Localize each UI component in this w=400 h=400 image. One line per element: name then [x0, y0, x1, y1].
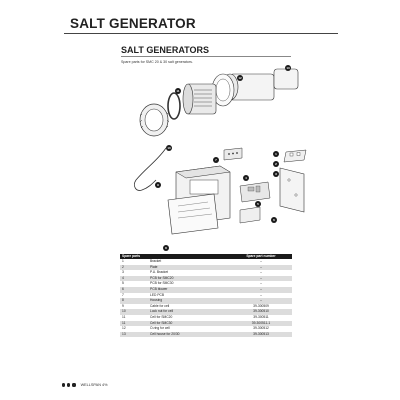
- page-title: SALT GENERATOR: [70, 16, 196, 31]
- callout-7: [213, 157, 219, 163]
- callout-11: [175, 88, 181, 94]
- part-number: –: [230, 287, 292, 293]
- callout-12: [237, 75, 243, 81]
- svg-text:5: 5: [257, 202, 259, 207]
- svg-text:12: 12: [238, 76, 242, 81]
- part-number: –: [230, 276, 292, 282]
- table-row: [120, 332, 292, 338]
- spare-parts-table: [120, 254, 292, 337]
- part-name: Cell for SMC20: [150, 314, 173, 319]
- part-number: –: [260, 270, 262, 275]
- pcb-assembly-illustration: [240, 182, 270, 223]
- part-number: 39-300509: [253, 303, 269, 308]
- page-footer: [62, 383, 108, 387]
- svg-text:7: 7: [215, 158, 217, 163]
- part-name: PCB for SMC20: [148, 276, 230, 282]
- cell-housing-illustration: [212, 69, 298, 106]
- part-number: 39-300511: [253, 314, 269, 319]
- row-number: 2: [120, 265, 148, 271]
- part-number: 39-300513: [230, 332, 292, 338]
- row-number: 10: [120, 309, 148, 315]
- svg-text:2: 2: [275, 162, 277, 167]
- column-header-part-number: Spare part number: [230, 254, 292, 259]
- row-number: 4: [120, 276, 148, 282]
- part-number: –: [260, 281, 262, 286]
- callout-6: [271, 217, 277, 223]
- part-name: O-ring for cell: [150, 326, 170, 331]
- row-number: 11: [120, 321, 148, 327]
- callout-13: [285, 65, 291, 71]
- footer-dot-icon: [62, 383, 65, 386]
- electrolysis-cell-illustration: [183, 84, 216, 114]
- svg-text:3: 3: [275, 172, 277, 177]
- part-name: Housing: [148, 298, 230, 304]
- part-number: –: [260, 292, 262, 297]
- part-name: LED PCB: [150, 292, 165, 297]
- callout-4: [243, 175, 249, 181]
- part-name: Cell for SMC30: [148, 321, 230, 327]
- callout-8: [163, 245, 169, 251]
- callout-10: [166, 145, 172, 151]
- row-number: 7: [122, 292, 124, 297]
- led-pcb-illustration: [224, 148, 242, 160]
- section-title: SALT GENERATORS: [121, 45, 210, 55]
- callout-2: [273, 161, 279, 167]
- row-number: 12: [122, 326, 126, 331]
- part-number: –: [260, 259, 262, 263]
- svg-text:6: 6: [273, 218, 275, 223]
- section-intro: Spare parts for SMC 20 & 30 salt generators.: [121, 60, 193, 64]
- row-number: 3: [122, 270, 124, 275]
- part-name: Lock nut for cell: [148, 309, 230, 315]
- o-ring-illustration: [168, 93, 180, 119]
- footer-brand: WELLSPAN 4%: [80, 383, 108, 387]
- part-number: 39-300511-1: [230, 321, 292, 327]
- row-number: 13: [120, 332, 148, 338]
- callout-9: [155, 182, 161, 188]
- row-number: 1: [122, 259, 124, 263]
- row-number: 11: [122, 314, 126, 319]
- part-name: Plate: [148, 265, 230, 271]
- svg-text:11: 11: [176, 89, 180, 94]
- part-name: P.U. Bracket: [150, 270, 169, 275]
- cell-cable-illustration: [134, 148, 166, 190]
- bracket-illustration: [284, 150, 306, 162]
- part-name: Cell house for 20/30: [148, 332, 230, 338]
- footer-dot-icon: [72, 383, 75, 386]
- part-number: –: [230, 265, 292, 271]
- part-number: 39-300510: [230, 309, 292, 315]
- part-name: Bracket: [150, 259, 162, 263]
- part-number: 39-300512: [253, 326, 269, 331]
- part-name: Cable for cell: [150, 303, 170, 308]
- svg-text:8: 8: [165, 246, 167, 251]
- exploded-parts-diagram: [118, 60, 308, 252]
- row-number: 6: [120, 287, 148, 293]
- row-number: 8: [120, 298, 148, 304]
- row-number: 9: [122, 303, 124, 308]
- part-number: –: [230, 298, 292, 304]
- svg-text:13: 13: [286, 66, 290, 71]
- callout-5: [255, 201, 261, 207]
- svg-text:10: 10: [167, 146, 171, 151]
- part-name: PCB for SMC30: [150, 281, 174, 286]
- svg-text:4: 4: [245, 176, 247, 181]
- callout-1: [273, 151, 279, 157]
- wall-plate-illustration: [280, 168, 304, 212]
- callout-3: [273, 171, 279, 177]
- column-header-spare-parts: Spare parts: [120, 254, 148, 259]
- svg-text:9: 9: [157, 183, 159, 188]
- part-name: PCB blower: [148, 287, 230, 293]
- unit-housing-illustration: [168, 166, 230, 234]
- section-divider: [121, 56, 291, 57]
- title-divider: [64, 33, 338, 34]
- lock-nut-illustration: [140, 104, 169, 136]
- footer-dot-icon: [67, 383, 70, 386]
- svg-text:1: 1: [275, 152, 277, 157]
- row-number: 5: [122, 281, 124, 286]
